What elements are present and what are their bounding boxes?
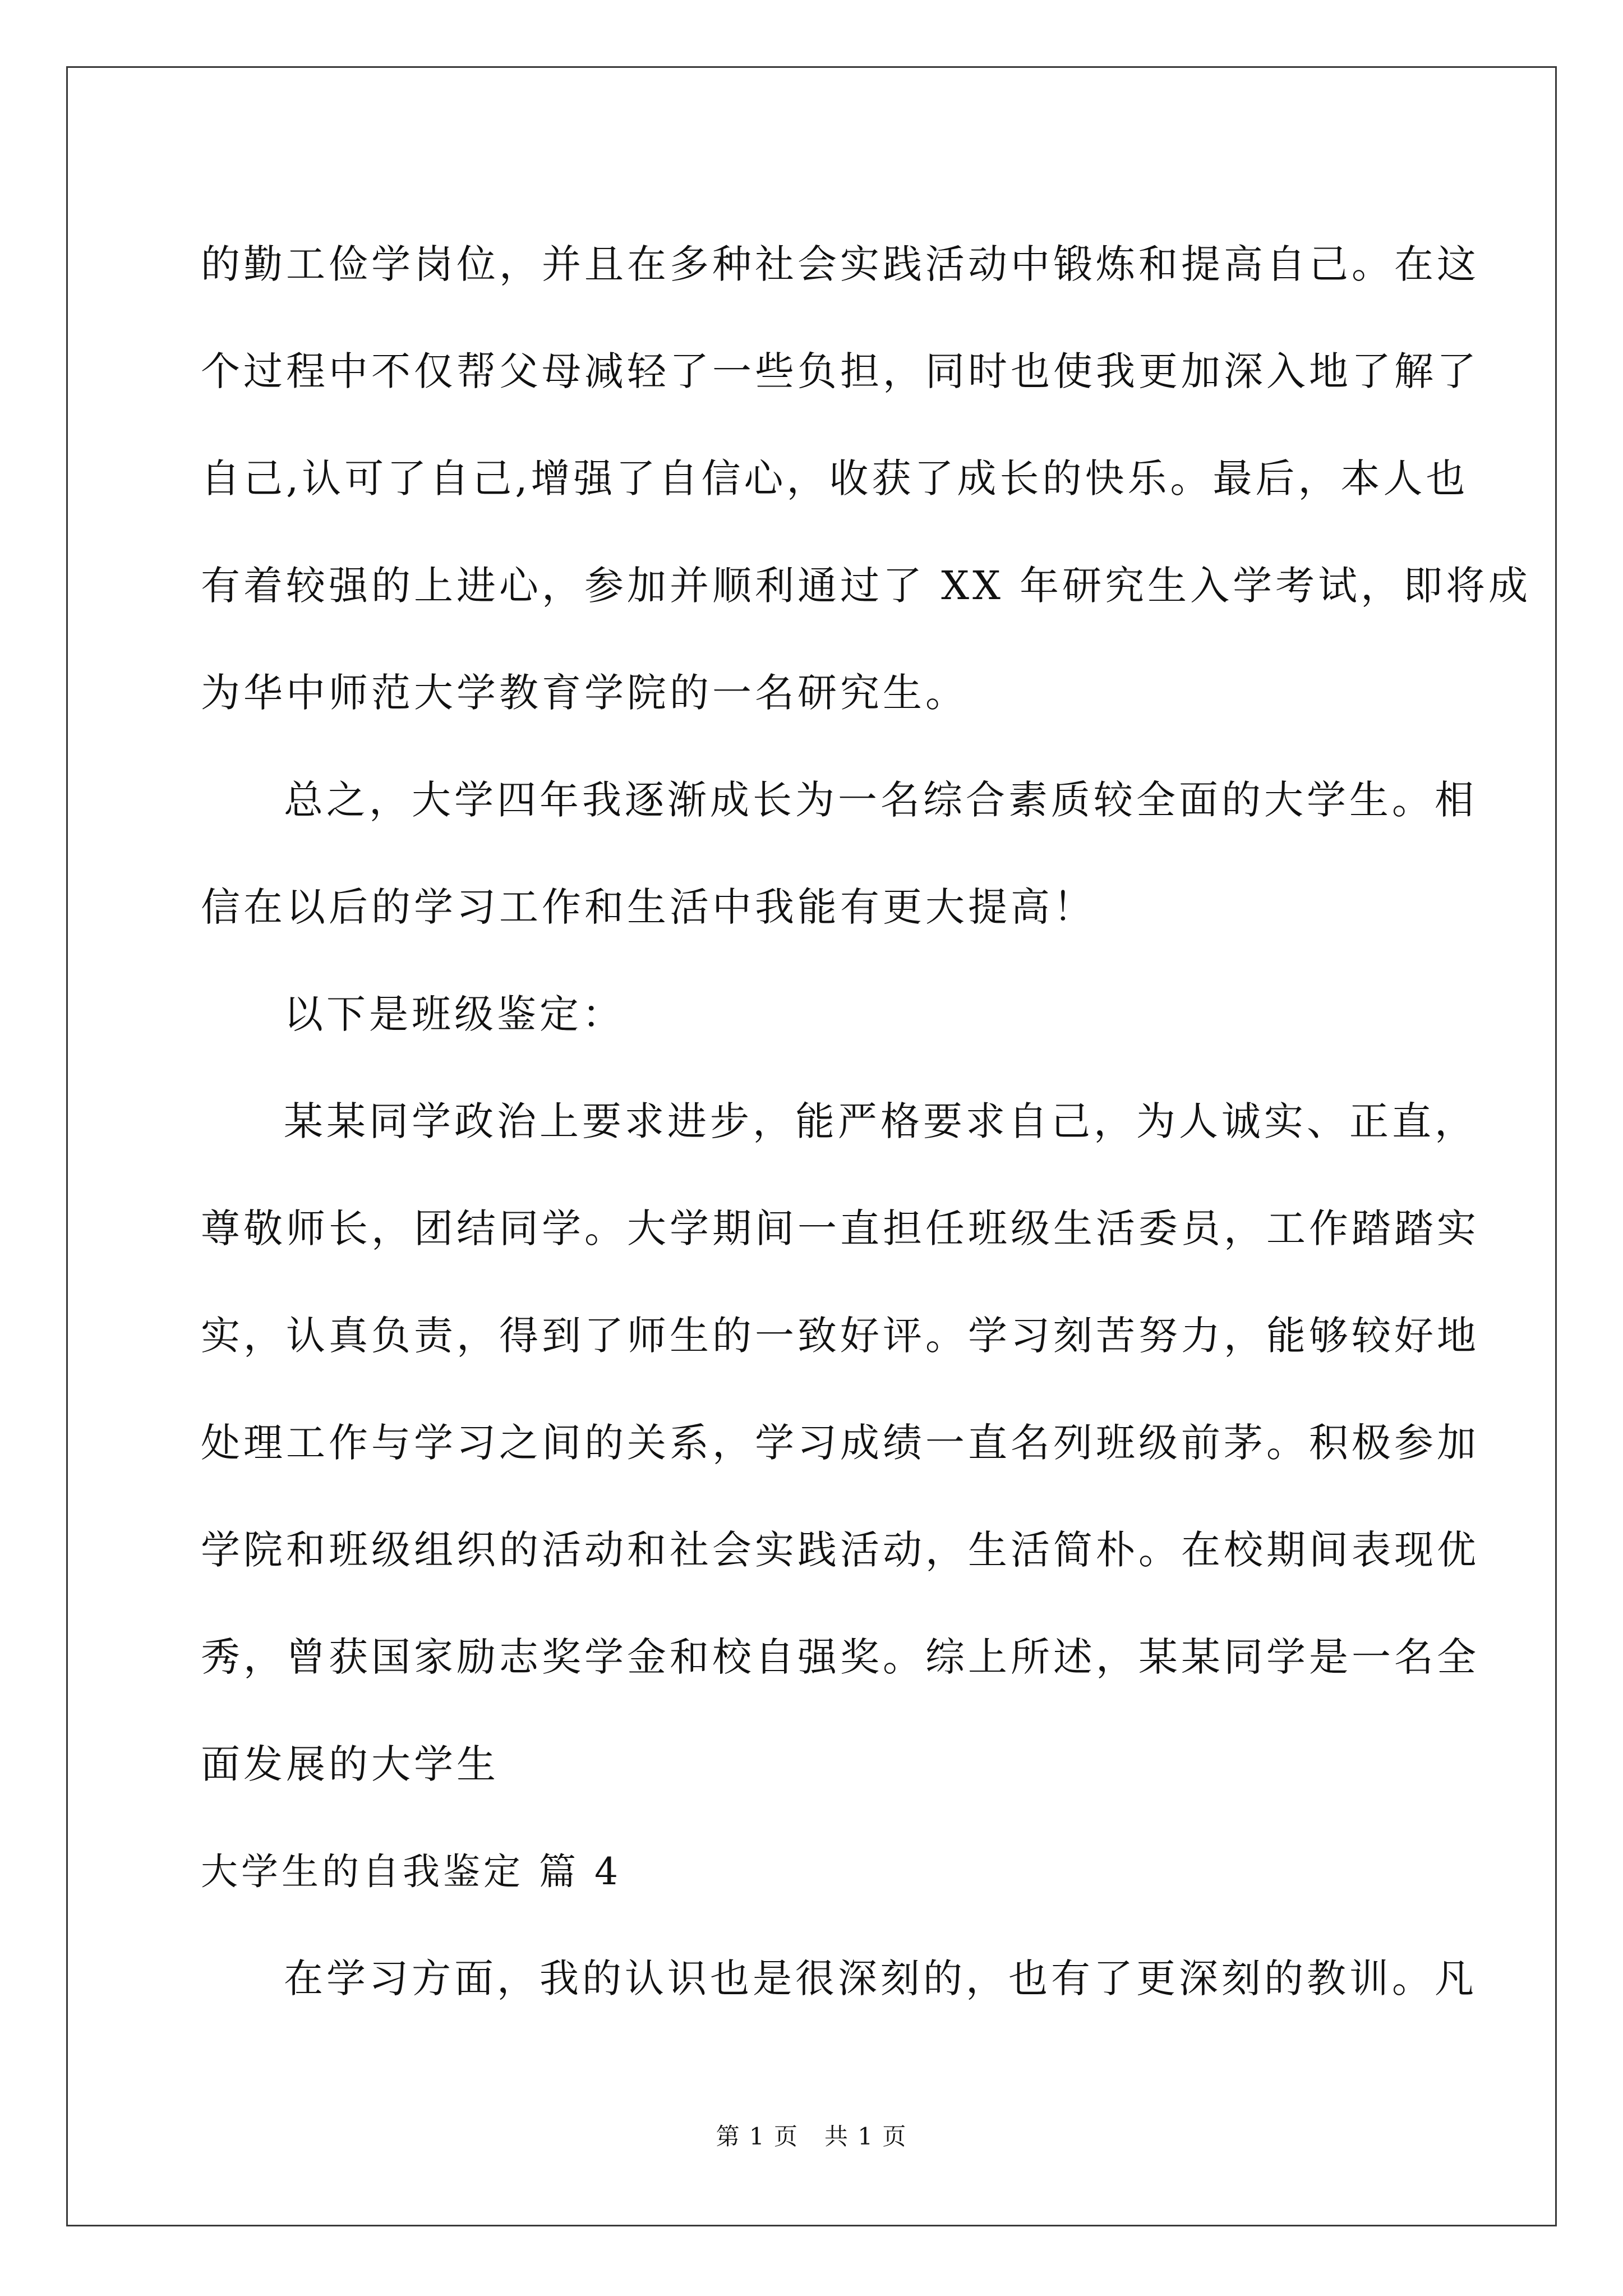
body-line: 处理工作与学习之间的关系，学习成绩一直名列班级前茅。积极参加 [201, 1420, 1479, 1466]
body-line: 尊敬师长，团结同学。大学期间一直担任班级生活委员，工作踏踏实 [201, 1205, 1479, 1251]
body-line: 面发展的大学生 [201, 1741, 499, 1787]
body-line: 信在以后的学习工作和生活中我能有更大提高！ [201, 884, 1096, 930]
page-total: 共 1 页 [824, 2123, 907, 2150]
page-footer [0, 2120, 1623, 2154]
section-heading: 大学生的自我鉴定 篇 4 [201, 1850, 621, 1893]
paragraph-first-line: 以下是班级鉴定： [284, 991, 625, 1037]
paragraph-first-line: 某某同学政治上要求进步，能严格要求自己，为人诚实、正直， [284, 1098, 1477, 1144]
body-line: 自己,认可了自己,增强了自信心，收获了成长的快乐。最后，本人也 [201, 455, 1469, 501]
page-number: 第 1 页 [716, 2123, 799, 2150]
body-line: 个过程中不仅帮父母减轻了一些负担，同时也使我更加深入地了解了 [201, 348, 1479, 394]
paragraph-first-line: 总之，大学四年我逐渐成长为一名综合素质较全面的大学生。相 [284, 777, 1477, 823]
body-line: 为华中师范大学教育学院的一名研究生。 [201, 670, 968, 716]
body-line: 实，认真负责，得到了师生的一致好评。学习刻苦努力，能够较好地 [201, 1313, 1479, 1359]
body-line: 秀，曾获国家励志奖学金和校自强奖。综上所述，某某同学是一名全 [201, 1634, 1479, 1680]
document-body [201, 211, 1532, 2032]
body-line: 学院和班级组织的活动和社会实践活动，生活简朴。在校期间表现优 [201, 1527, 1479, 1573]
body-line: 有着较强的上进心，参加并顺利通过了 XX 年研究生入学考试，即将成 [201, 563, 1532, 609]
body-line: 的勤工俭学岗位，并且在多种社会实践活动中锻炼和提高自己。在这 [201, 241, 1479, 287]
paragraph-first-line: 在学习方面，我的认识也是很深刻的，也有了更深刻的教训。凡 [284, 1955, 1477, 2001]
